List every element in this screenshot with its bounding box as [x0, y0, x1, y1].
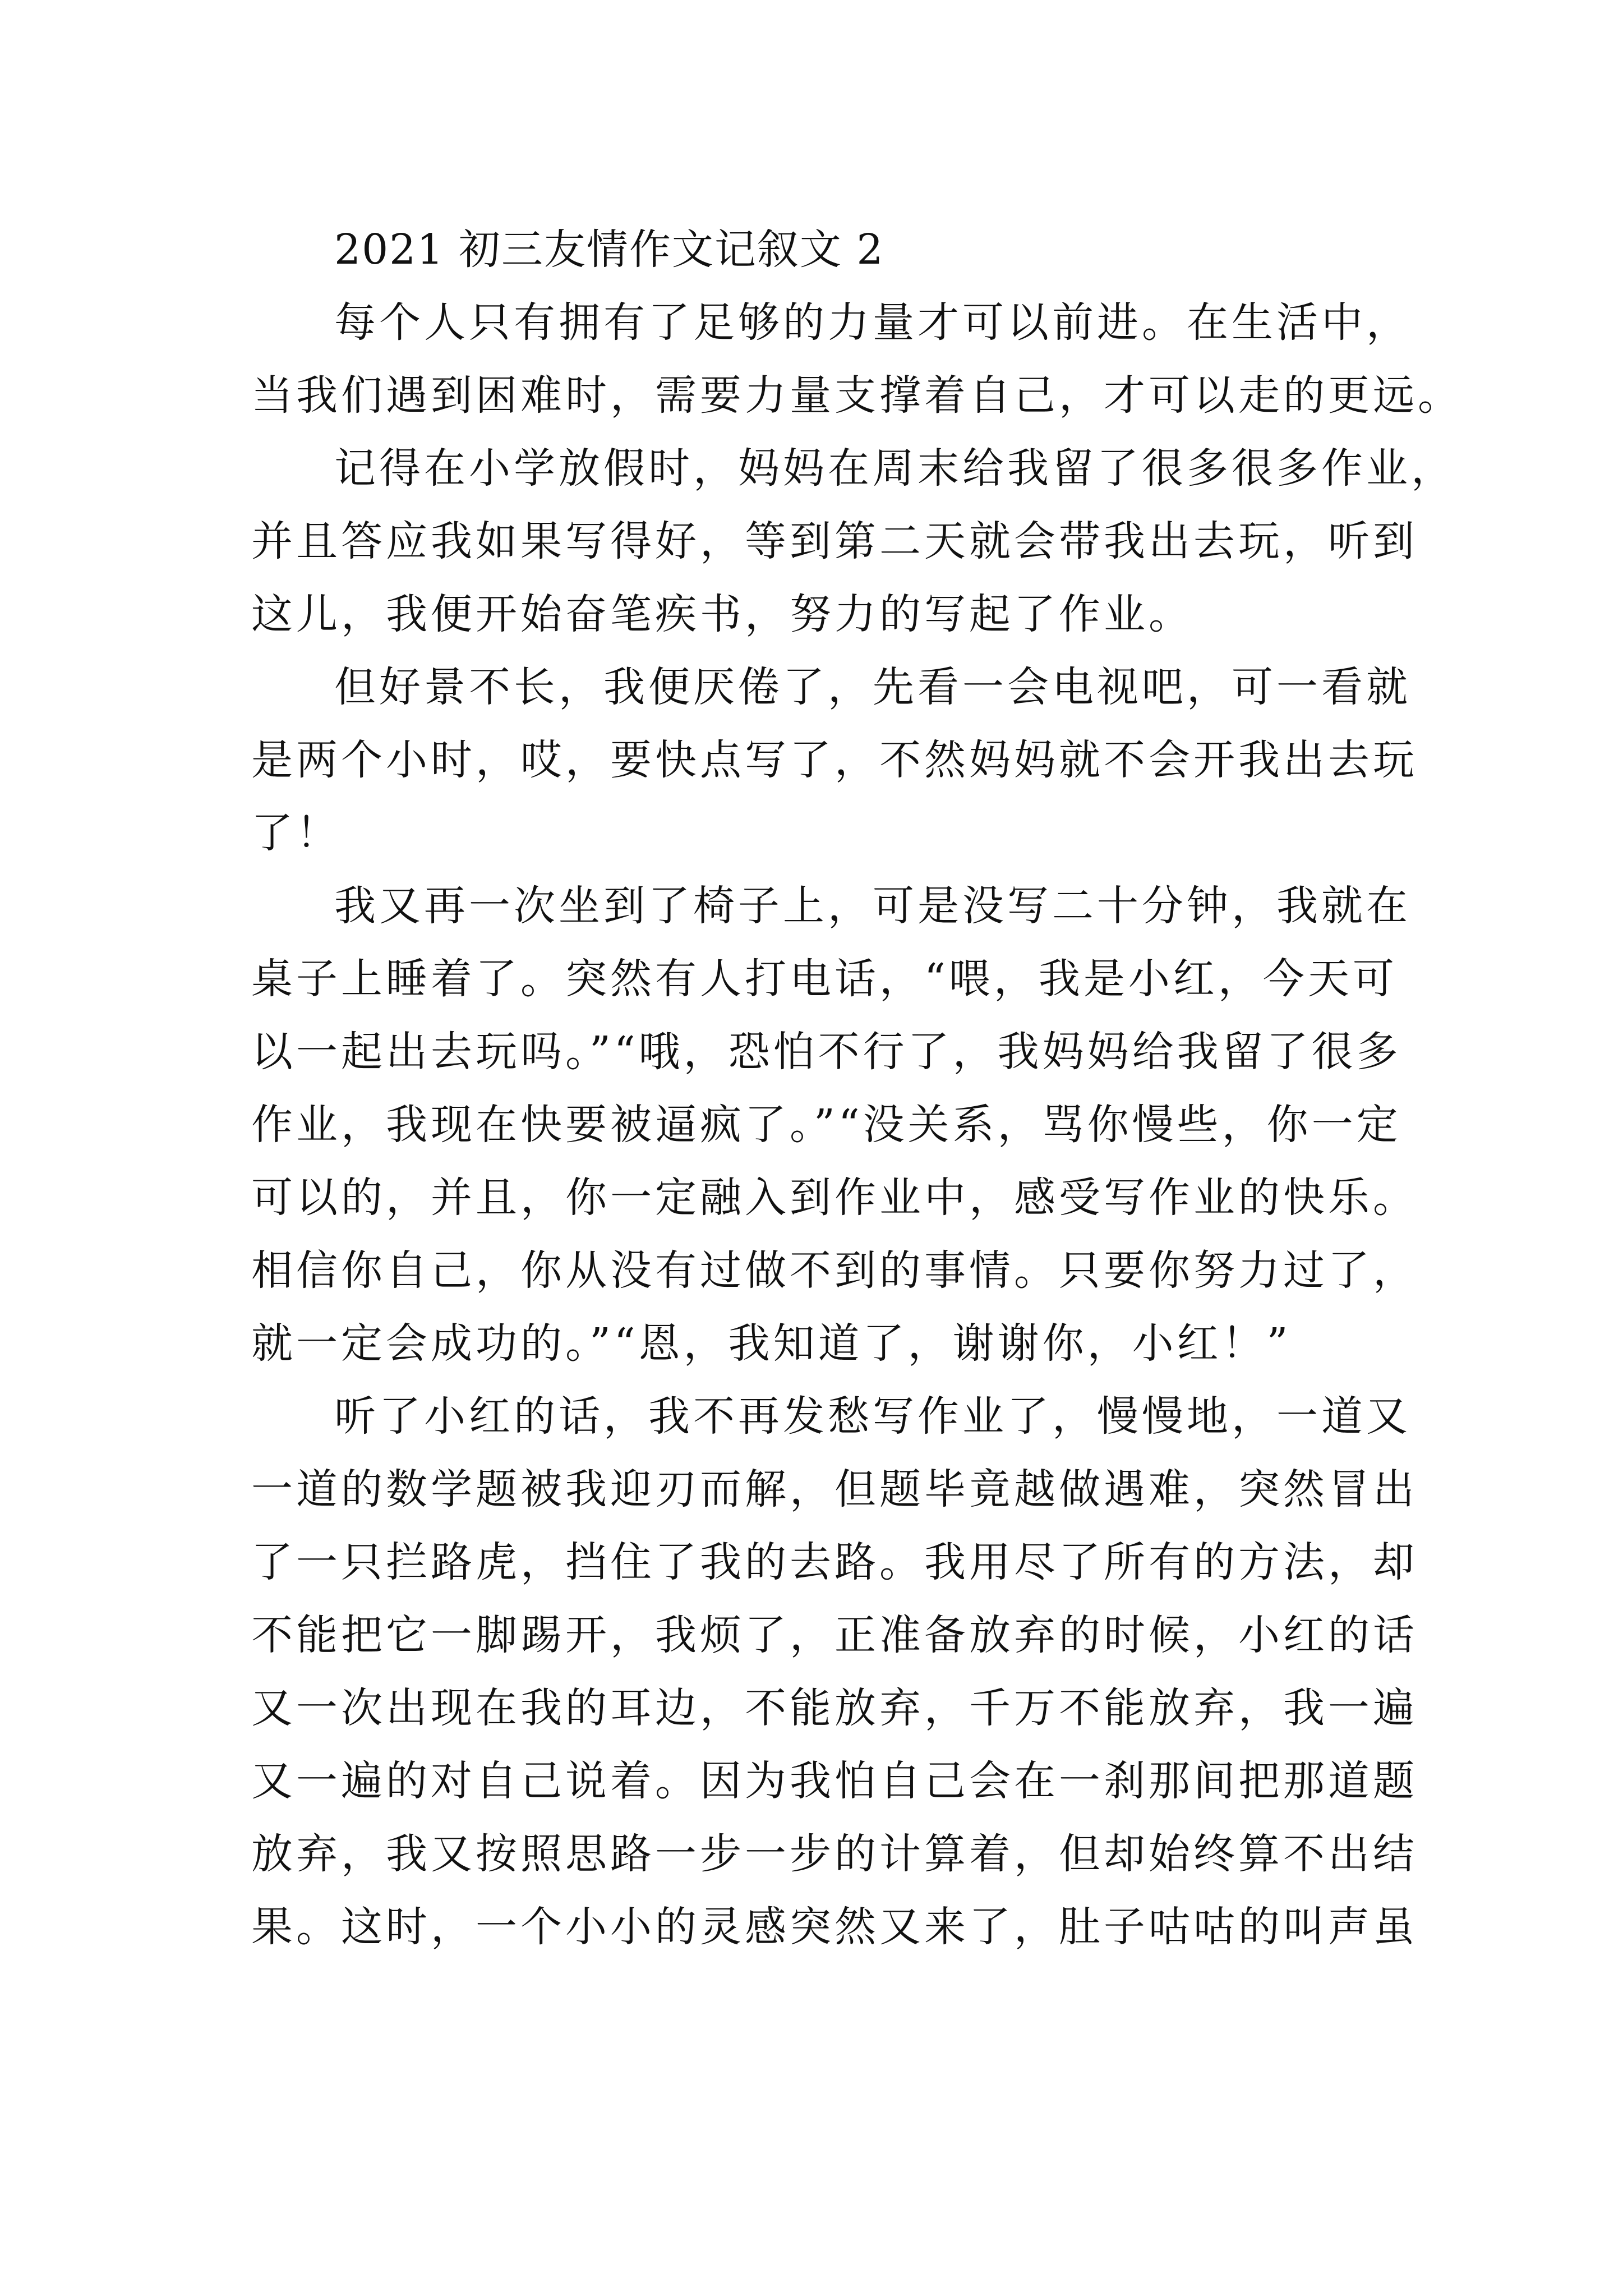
paragraph-line: 以一起出去玩吗。”“哦，恐怕不行了，我妈妈给我留了很多	[251, 1028, 1401, 1076]
essay-paragraph	[251, 286, 1463, 432]
essay-body	[251, 213, 1463, 1963]
essay-title: 2021 初三友情作文记叙文 2	[334, 226, 884, 274]
paragraph-line: 了！	[251, 809, 341, 857]
paragraph-line: 作业，我现在快要被逼疯了。”“没关系，骂你慢些，你一定	[251, 1101, 1401, 1149]
paragraph-line: 不能把它一脚踢开，我烦了，正准备放弃的时候，小红的话	[251, 1611, 1418, 1659]
paragraph-line: 了一只拦路虎，挡住了我的去路。我用尽了所有的方法，却	[251, 1538, 1418, 1586]
paragraph-line: 但好景不长，我便厌倦了，先看一会电视吧，可一看就	[334, 663, 1411, 711]
paragraph-line: 听了小红的话，我不再发愁写作业了，慢慢地，一道又	[334, 1392, 1411, 1441]
paragraph-line: 又一遍的对自己说着。因为我怕自己会在一刹那间把那道题	[251, 1757, 1418, 1805]
paragraph-line: 一道的数学题被我迎刃而解，但题毕竟越做遇难，突然冒出	[251, 1465, 1418, 1513]
essay-paragraph	[251, 432, 1456, 651]
paragraph-line: 可以的，并且，你一定融入到作业中，感受写作业的快乐。	[251, 1174, 1418, 1222]
paragraph-line: 放弃，我又按照思路一步一步的计算着，但却始终算不出结	[251, 1830, 1418, 1878]
paragraph-line: 相信你自己，你从没有过做不到的事情。只要你努力过了，	[251, 1246, 1418, 1295]
essay-paragraph	[251, 651, 1418, 869]
paragraph-line: 就一定会成功的。”“恩，我知道了，谢谢你，小红！”	[251, 1319, 1292, 1368]
paragraph-line: 并且答应我如果写得好，等到第二天就会带我出去玩，听到	[251, 517, 1418, 565]
paragraph-line: 当我们遇到困难时，需要力量支撑着自己，才可以走的更远。	[251, 371, 1463, 420]
essay-paragraph	[251, 1380, 1418, 1963]
paragraph-line: 是两个小时，哎，要快点写了，不然妈妈就不会开我出去玩	[251, 736, 1418, 784]
paragraph-line: 桌子上睡着了。突然有人打电话，“喂，我是小红，今天可	[251, 955, 1398, 1003]
paragraph-line: 又一次出现在我的耳边，不能放弃，千万不能放弃，我一遍	[251, 1684, 1418, 1732]
paragraph-line: 这儿，我便开始奋笔疾书，努力的写起了作业。	[251, 590, 1193, 638]
essay-paragraph	[251, 869, 1418, 1380]
paragraph-line: 记得在小学放假时，妈妈在周末给我留了很多很多作业，	[334, 444, 1456, 493]
paragraph-line: 我又再一次坐到了椅子上，可是没写二十分钟，我就在	[334, 882, 1411, 930]
paragraph-line: 每个人只有拥有了足够的力量才可以前进。在生活中，	[334, 298, 1411, 347]
paragraph-line: 果。这时，一个小小的灵感突然又来了，肚子咕咕的叫声虽	[251, 1903, 1418, 1951]
